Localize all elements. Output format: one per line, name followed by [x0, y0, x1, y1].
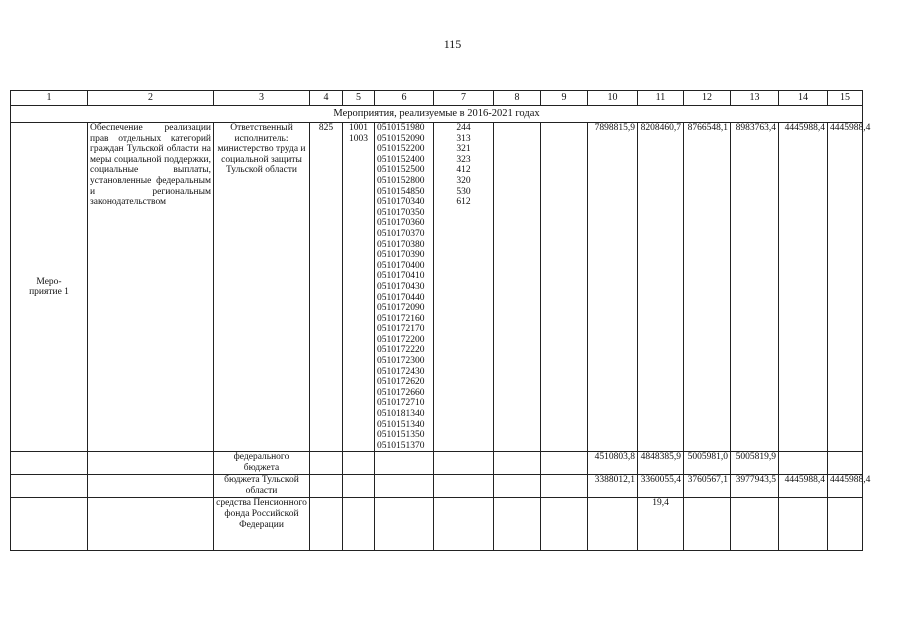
col6-code: 0510152400	[377, 154, 425, 165]
col9-value	[541, 123, 588, 452]
col13-value: 8983763,4	[731, 123, 779, 452]
col14-value: 4445988,4	[779, 475, 828, 498]
col6-code: 0510154850	[377, 186, 425, 197]
col6-code: 0510172710	[377, 398, 425, 409]
col7-code: 530	[456, 186, 471, 197]
col6-code: 0510152200	[377, 144, 425, 155]
col7-code: 612	[456, 197, 471, 208]
col10-value: 4510803,8	[588, 452, 638, 475]
col6-codes	[375, 123, 434, 452]
col6-code: 0510170340	[377, 197, 425, 208]
col6-code: 0510181340	[377, 409, 425, 420]
funding-source: бюджета Тульской области	[214, 475, 310, 498]
column-number: 5	[343, 91, 375, 106]
col6-code: 0510170400	[377, 260, 425, 271]
col7-code: 313	[456, 133, 471, 144]
col6-code: 0510172620	[377, 377, 425, 388]
table-row	[11, 498, 863, 551]
col7-codes	[434, 123, 494, 452]
col6-code: 0510170370	[377, 228, 425, 239]
empty-cell	[310, 452, 343, 475]
table-row	[11, 123, 863, 452]
table-row	[11, 452, 863, 475]
measure-label-text: Меро- приятие 1	[29, 276, 69, 298]
section-title: Мероприятия, реализуемые в 2016-2021 годах	[11, 106, 863, 123]
column-number: 4	[310, 91, 343, 106]
empty-cell	[88, 452, 214, 475]
col5-code: 1003	[349, 133, 368, 144]
col10-value: 3388012,1	[588, 475, 638, 498]
col6-code: 0510172660	[377, 387, 425, 398]
col7-code: 412	[456, 165, 471, 176]
col15-value: 4445988,4	[828, 123, 863, 452]
column-number: 7	[434, 91, 494, 106]
column-number: 1	[11, 91, 88, 106]
empty-cell	[434, 475, 494, 498]
empty-cell	[494, 498, 541, 551]
column-number: 14	[779, 91, 828, 106]
empty-cell	[375, 498, 434, 551]
col6-code: 0510151980	[377, 123, 425, 133]
col7-code: 321	[456, 144, 471, 155]
col10-value	[588, 498, 638, 551]
col6-code: 0510170350	[377, 207, 425, 218]
col6-code: 0510152090	[377, 133, 425, 144]
col6-code: 0510170410	[377, 271, 425, 282]
col6-code: 0510172300	[377, 356, 425, 367]
empty-cell	[343, 498, 375, 551]
empty-cell	[310, 475, 343, 498]
empty-cell	[494, 475, 541, 498]
col6-code: 0510151340	[377, 419, 425, 430]
col12-value: 3760567,1	[684, 475, 731, 498]
col6-code: 0510172430	[377, 366, 425, 377]
col15-value	[828, 452, 863, 475]
col10-value: 7898815,9	[588, 123, 638, 452]
empty-cell	[343, 475, 375, 498]
column-number: 6	[375, 91, 434, 106]
col6-code: 0510172170	[377, 324, 425, 335]
column-number-header	[11, 91, 863, 106]
col14-value	[779, 452, 828, 475]
col6-code: 0510172160	[377, 313, 425, 324]
empty-cell	[541, 498, 588, 551]
col6-code: 0510170440	[377, 292, 425, 303]
col7-code: 323	[456, 154, 471, 165]
col15-value	[828, 498, 863, 551]
column-number: 2	[88, 91, 214, 106]
empty-cell	[541, 475, 588, 498]
col6-code: 0510152800	[377, 175, 425, 186]
col12-value: 5005981,0	[684, 452, 731, 475]
col6-code: 0510172220	[377, 345, 425, 356]
column-number: 9	[541, 91, 588, 106]
col6-code: 0510170380	[377, 239, 425, 250]
empty-cell	[88, 498, 214, 551]
col6-code: 0510151370	[377, 440, 425, 451]
empty-cell	[11, 498, 88, 551]
col6-code: 0510170390	[377, 250, 425, 261]
executor: Ответственный исполнитель: министерство труда и социальной защиты Тульской области	[214, 123, 310, 452]
table-row	[11, 475, 863, 498]
col14-value: 4445988,4	[779, 123, 828, 452]
empty-cell	[541, 452, 588, 475]
empty-cell	[11, 452, 88, 475]
funding-source: федерального бюджета	[214, 452, 310, 475]
col6-code: 0510152500	[377, 165, 425, 176]
col4-value: 825	[310, 123, 343, 452]
col14-value	[779, 498, 828, 551]
page-number: 115	[443, 37, 462, 51]
empty-cell	[375, 452, 434, 475]
col7-code: 244	[456, 123, 471, 133]
measure-label	[11, 123, 88, 452]
col5-values	[343, 123, 375, 452]
column-number: 15	[828, 91, 863, 106]
col13-value: 3977943,5	[731, 475, 779, 498]
column-number: 3	[214, 91, 310, 106]
measure-description: Обеспечение реализации прав отдельных категорий граждан Тульской области на меры социальной поддержки, социальные выплаты, установленные федеральным и региональным законодательством	[88, 123, 214, 452]
column-number: 12	[684, 91, 731, 106]
col13-value	[731, 498, 779, 551]
section-row	[11, 106, 863, 123]
empty-cell	[343, 452, 375, 475]
column-number: 10	[588, 91, 638, 106]
empty-cell	[375, 475, 434, 498]
col15-value: 4445988,4	[828, 475, 863, 498]
col13-value: 5005819,9	[731, 452, 779, 475]
empty-cell	[88, 475, 214, 498]
empty-cell	[11, 475, 88, 498]
col7-code: 320	[456, 175, 471, 186]
col12-value	[684, 498, 731, 551]
budget-table	[10, 90, 871, 551]
col6-code: 0510151350	[377, 430, 425, 441]
col11-value: 4848385,9	[638, 452, 684, 475]
empty-cell	[434, 498, 494, 551]
col6-code: 0510170360	[377, 218, 425, 229]
col6-code: 0510172090	[377, 303, 425, 314]
col8-value	[494, 123, 541, 452]
col11-value: 19,4	[638, 498, 684, 551]
column-number: 8	[494, 91, 541, 106]
empty-cell	[494, 452, 541, 475]
col6-code: 0510170430	[377, 281, 425, 292]
empty-cell	[310, 498, 343, 551]
empty-cell	[434, 452, 494, 475]
funding-source: средства Пенсионного фонда Российской Федерации	[214, 498, 310, 551]
col12-value: 8766548,1	[684, 123, 731, 452]
col11-value: 8208460,7	[638, 123, 684, 452]
col5-code: 1001	[349, 123, 368, 133]
column-number: 13	[731, 91, 779, 106]
col11-value: 3360055,4	[638, 475, 684, 498]
col6-code: 0510172200	[377, 334, 425, 345]
column-number: 11	[638, 91, 684, 106]
